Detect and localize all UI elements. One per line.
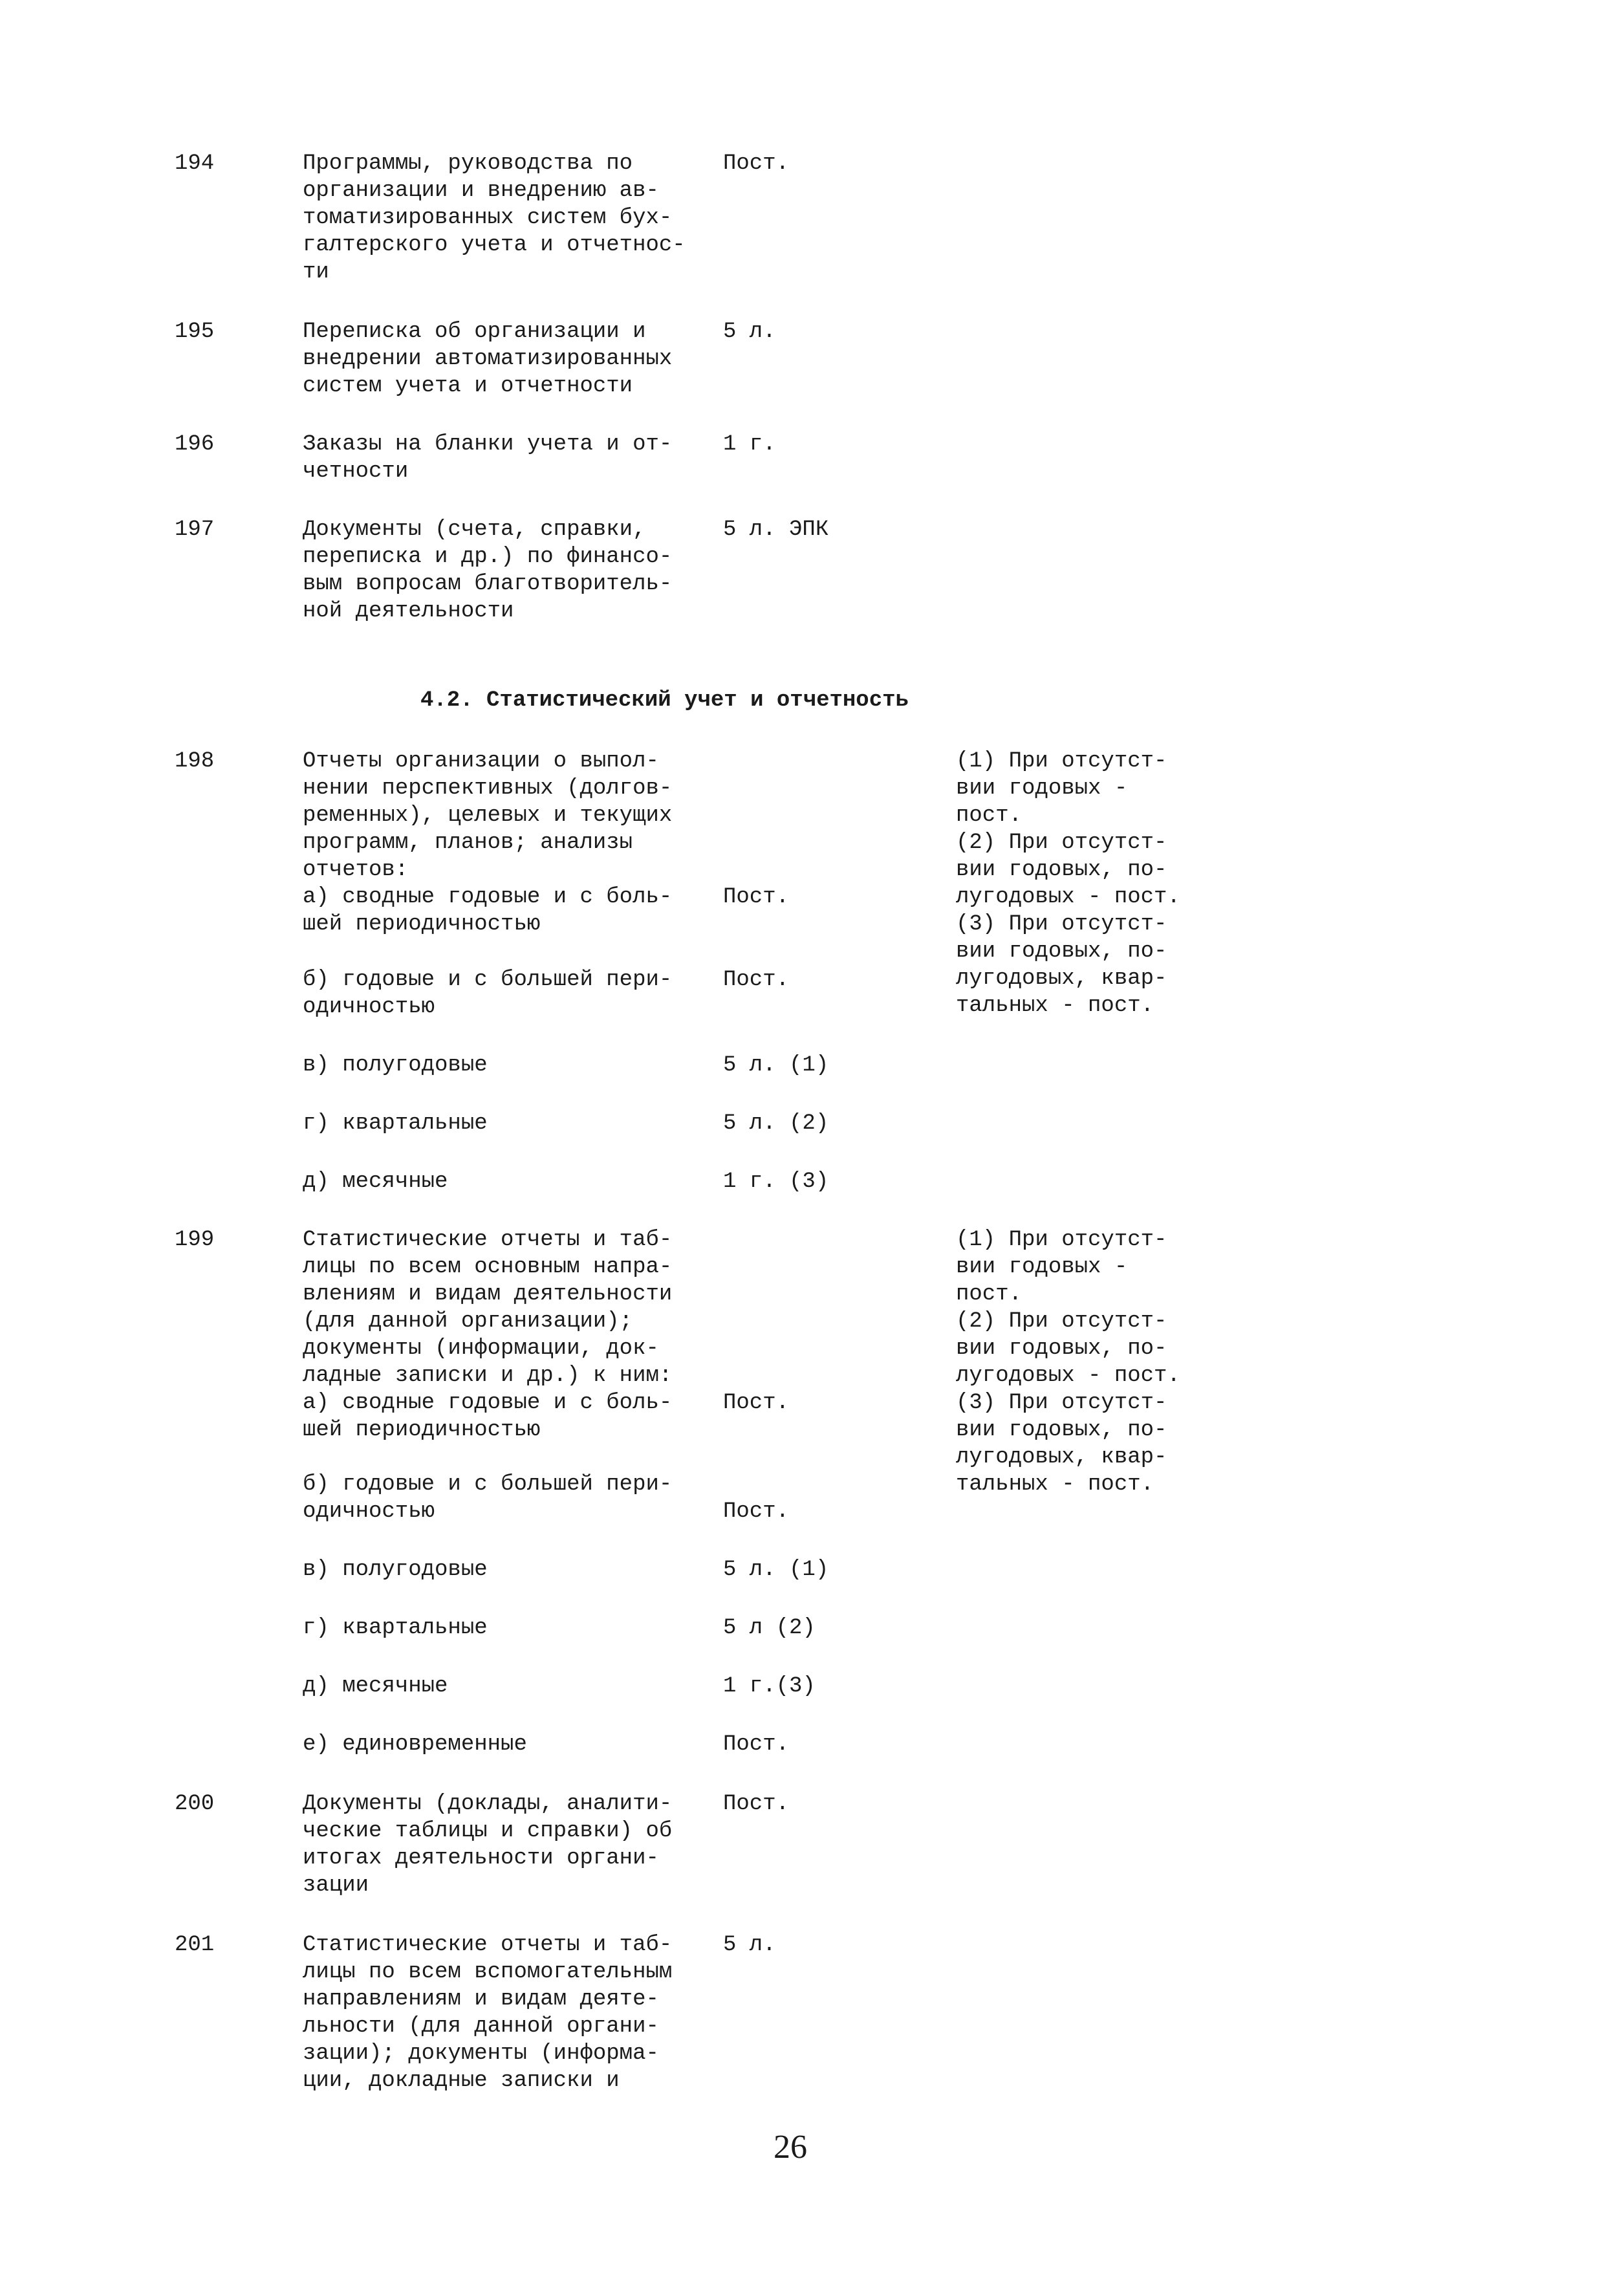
entry-text-line: систем учета и отчетности: [303, 374, 633, 398]
entry-text-line: документы (информации, док-: [303, 1336, 659, 1361]
note-line: (2) При отсутст-: [956, 1309, 1167, 1334]
entry-text-line: шей периодичностью: [303, 912, 541, 937]
note-line: вии годовых, по-: [956, 939, 1167, 964]
entry-text-line: ной деятельности: [303, 599, 514, 624]
entry-number: 199: [175, 1228, 215, 1252]
retention-term: Пост.: [723, 1792, 790, 1816]
note-line: тальных - пост.: [956, 994, 1154, 1018]
note-line: вии годовых -: [956, 1255, 1128, 1279]
retention-term: 5 л. (1): [723, 1558, 829, 1582]
entry-text-line: в) полугодовые: [303, 1558, 488, 1582]
note-line: вии годовых, по-: [956, 1336, 1167, 1361]
entry-number: 201: [175, 1933, 215, 1957]
note-line: (1) При отсутст-: [956, 749, 1167, 774]
retention-term: Пост.: [723, 1391, 790, 1415]
retention-term: 1 г.: [723, 432, 776, 457]
entry-text-line: д) месячные: [303, 1674, 448, 1699]
entry-text-line: томатизированных систем бух-: [303, 206, 673, 230]
retention-term: Пост.: [723, 151, 790, 176]
entry-text-line: галтерского учета и отчетнос-: [303, 233, 686, 257]
entry-text-line: ции, докладные записки и: [303, 2069, 620, 2093]
note-line: лугодовых, квар-: [956, 1445, 1167, 1470]
entry-text-line: г) квартальные: [303, 1111, 488, 1136]
entry-text-line: одичностью: [303, 995, 435, 1019]
entry-text-line: организации и внедрению ав-: [303, 179, 659, 203]
entry-text-line: переписка и др.) по финансо-: [303, 545, 673, 569]
entry-text-line: Документы (счета, справки,: [303, 517, 646, 542]
section-heading: 4.2. Статистический учет и отчетность: [420, 688, 909, 713]
note-line: (2) При отсутст-: [956, 831, 1167, 855]
entry-text-line: Статистические отчеты и таб-: [303, 1228, 673, 1252]
entry-text-line: ременных), целевых и текущих: [303, 803, 673, 828]
note-line: вии годовых -: [956, 776, 1128, 801]
entry-text-line: зации); документы (информа-: [303, 2041, 659, 2066]
retention-term: Пост.: [723, 968, 790, 992]
retention-term: 5 л.: [723, 320, 776, 344]
note-line: лугодовых - пост.: [956, 1364, 1180, 1388]
entry-number: 195: [175, 320, 215, 344]
note-line: вии годовых, по-: [956, 858, 1167, 882]
note-line: лугодовых - пост.: [956, 885, 1180, 909]
entry-text-line: б) годовые и с большей пери-: [303, 1472, 673, 1497]
retention-term: 5 л. (1): [723, 1053, 829, 1078]
entry-number: 194: [175, 151, 215, 176]
entry-text-line: г) квартальные: [303, 1616, 488, 1640]
note-line: лугодовых, квар-: [956, 966, 1167, 991]
entry-text-line: одичностью: [303, 1499, 435, 1524]
entry-text-line: влениям и видам деятельности: [303, 1282, 673, 1307]
note-line: пост.: [956, 803, 1023, 828]
entry-number: 198: [175, 749, 215, 774]
entry-number: 196: [175, 432, 215, 457]
retention-term: 5 л.: [723, 1933, 776, 1957]
entry-number: 197: [175, 517, 215, 542]
entry-text-line: Статистические отчеты и таб-: [303, 1933, 673, 1957]
retention-term: 5 л. (2): [723, 1111, 829, 1136]
note-line: (3) При отсутст-: [956, 1391, 1167, 1415]
retention-term: 1 г. (3): [723, 1169, 829, 1194]
retention-term: Пост.: [723, 1499, 790, 1524]
entry-text-line: Документы (доклады, аналити-: [303, 1792, 673, 1816]
entry-text-line: Программы, руководства по: [303, 151, 633, 176]
entry-text-line: отчетов:: [303, 858, 409, 882]
entry-text-line: внедрении автоматизированных: [303, 347, 673, 371]
entry-text-line: ладные записки и др.) к ним:: [303, 1364, 673, 1388]
entry-text-line: ти: [303, 260, 329, 285]
entry-text-line: а) сводные годовые и с боль-: [303, 885, 673, 909]
page-number: 26: [774, 2129, 807, 2166]
entry-text-line: четности: [303, 459, 409, 484]
entry-text-line: б) годовые и с большей пери-: [303, 968, 673, 992]
entry-text-line: направлениям и видам деяте-: [303, 1987, 659, 2012]
retention-term: 1 г.(3): [723, 1674, 816, 1699]
entry-text-line: в) полугодовые: [303, 1053, 488, 1078]
note-line: (1) При отсутст-: [956, 1228, 1167, 1252]
entry-text-line: зации: [303, 1873, 369, 1898]
retention-term: 5 л. ЭПК: [723, 517, 829, 542]
entry-text-line: нении перспективных (долгов-: [303, 776, 673, 801]
entry-text-line: вым вопросам благотворитель-: [303, 572, 673, 596]
retention-term: 5 л (2): [723, 1616, 816, 1640]
retention-term: Пост.: [723, 885, 790, 909]
note-line: тальных - пост.: [956, 1472, 1154, 1497]
entry-text-line: Переписка об организации и: [303, 320, 646, 344]
note-line: (3) При отсутст-: [956, 912, 1167, 937]
retention-term: Пост.: [723, 1732, 790, 1757]
entry-text-line: лицы по всем основным напра-: [303, 1255, 673, 1279]
entry-text-line: д) месячные: [303, 1169, 448, 1194]
entry-text-line: итогах деятельности органи-: [303, 1846, 659, 1871]
entry-number: 200: [175, 1792, 215, 1816]
entry-text-line: ческие таблицы и справки) об: [303, 1819, 673, 1843]
entry-text-line: а) сводные годовые и с боль-: [303, 1391, 673, 1415]
entry-text-line: лицы по всем вспомогательным: [303, 1960, 673, 1984]
entry-text-line: Заказы на бланки учета и от-: [303, 432, 673, 457]
note-line: пост.: [956, 1282, 1023, 1307]
entry-text-line: е) единовременные: [303, 1732, 527, 1757]
entry-text-line: (для данной организации);: [303, 1309, 633, 1334]
note-line: вии годовых, по-: [956, 1418, 1167, 1442]
entry-text-line: Отчеты организации о выпол-: [303, 749, 659, 774]
entry-text-line: шей периодичностью: [303, 1418, 541, 1442]
entry-text-line: льности (для данной органи-: [303, 2014, 659, 2039]
entry-text-line: программ, планов; анализы: [303, 831, 633, 855]
